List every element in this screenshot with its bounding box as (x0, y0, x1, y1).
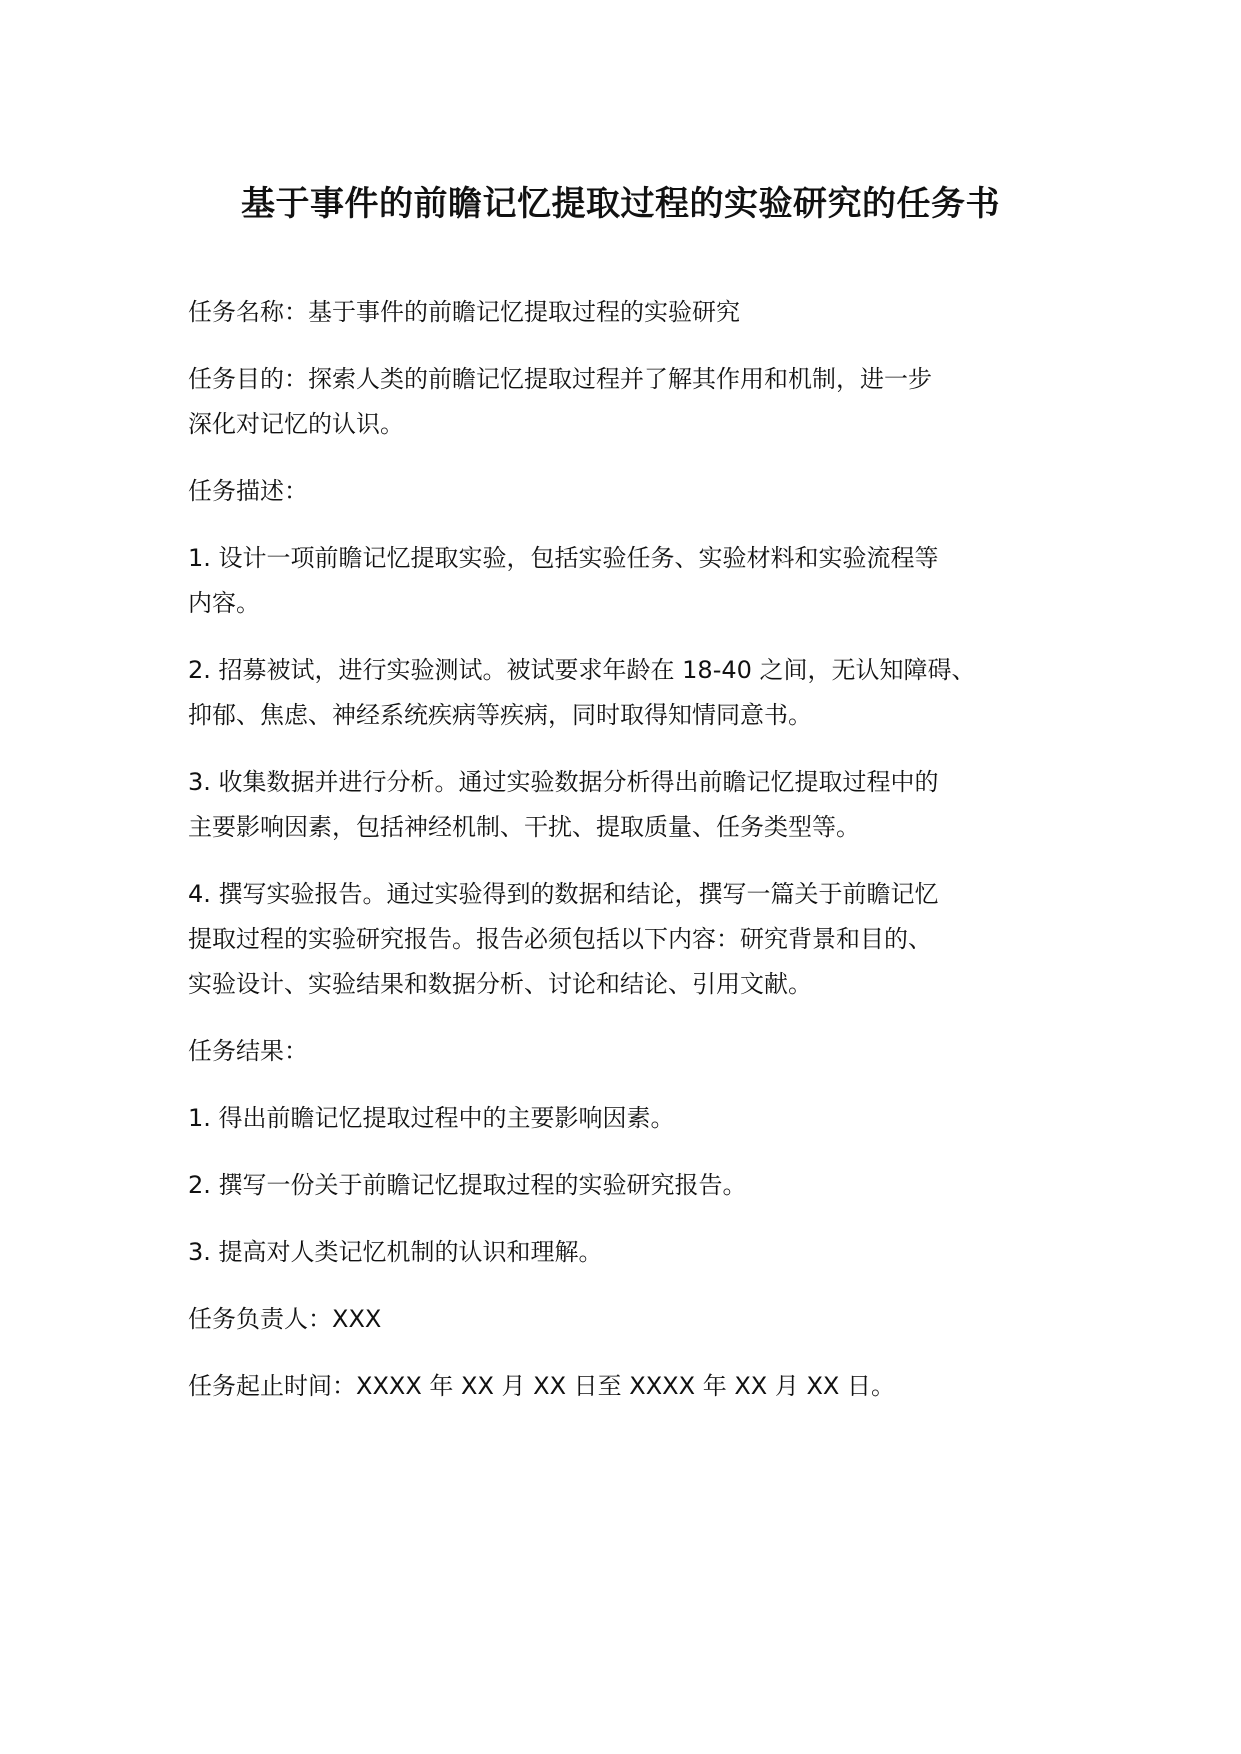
paragraph (188, 760, 1088, 850)
paragraph-line: 任务负责人：XXX (188, 1305, 382, 1333)
paragraph (188, 1029, 1088, 1074)
paragraph (188, 1163, 1088, 1208)
paragraph-line: 2. 撰写一份关于前瞻记忆提取过程的实验研究报告。 (188, 1171, 747, 1199)
paragraph (188, 1297, 1088, 1342)
paragraph-line: 1. 设计一项前瞻记忆提取实验，包括实验任务、实验材料和实验流程等 (188, 544, 939, 572)
document-title: 基于事件的前瞻记忆提取过程的实验研究的任务书 (241, 184, 1000, 224)
document-body (188, 290, 1088, 1431)
paragraph (188, 1096, 1088, 1141)
paragraph (188, 357, 1088, 447)
paragraph-line: 主要影响因素，包括神经机制、干扰、提取质量、任务类型等。 (188, 813, 860, 841)
paragraph-line: 4. 撰写实验报告。通过实验得到的数据和结论，撰写一篇关于前瞻记忆 (188, 880, 939, 908)
paragraph-line: 抑郁、焦虑、神经系统疾病等疾病，同时取得知情同意书。 (188, 701, 812, 729)
paragraph-line: 任务名称：基于事件的前瞻记忆提取过程的实验研究 (188, 298, 740, 326)
paragraph (188, 469, 1088, 514)
paragraph-line: 任务描述： (188, 477, 308, 505)
paragraph-line: 深化对记忆的认识。 (188, 410, 404, 438)
paragraph (188, 648, 1088, 738)
paragraph (188, 1230, 1088, 1275)
paragraph-line: 1. 得出前瞻记忆提取过程中的主要影响因素。 (188, 1104, 675, 1132)
paragraph-line: 3. 收集数据并进行分析。通过实验数据分析得出前瞻记忆提取过程中的 (188, 768, 939, 796)
paragraph-line: 实验设计、实验结果和数据分析、讨论和结论、引用文献。 (188, 970, 812, 998)
paragraph (188, 872, 1088, 1007)
paragraph-line: 任务结果： (188, 1037, 308, 1065)
paragraph (188, 1364, 1088, 1409)
paragraph-line: 2. 招募被试，进行实验测试。被试要求年龄在 18-40 之间，无认知障碍、 (188, 656, 976, 684)
paragraph-line: 任务目的：探索人类的前瞻记忆提取过程并了解其作用和机制，进一步 (188, 365, 932, 393)
paragraph-line: 任务起止时间：XXXX 年 XX 月 XX 日至 XXXX 年 XX 月 XX 日。 (188, 1372, 895, 1400)
paragraph (188, 290, 1088, 335)
paragraph-line: 3. 提高对人类记忆机制的认识和理解。 (188, 1238, 603, 1266)
paragraph-line: 提取过程的实验研究报告。报告必须包括以下内容：研究背景和目的、 (188, 925, 932, 953)
paragraph-line: 内容。 (188, 589, 260, 617)
paragraph (188, 536, 1088, 626)
